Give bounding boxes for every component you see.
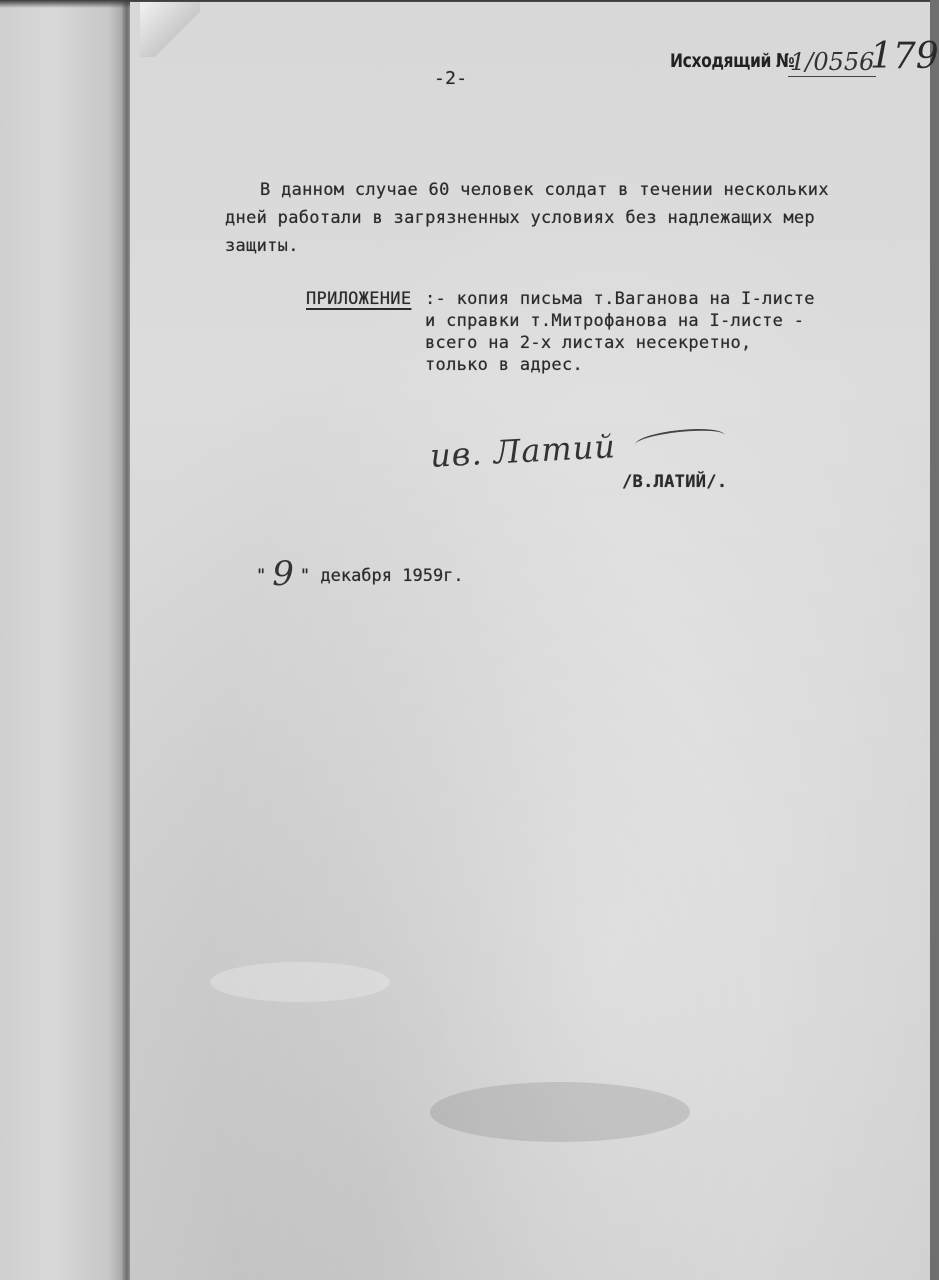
appendix-line: и справки т.Митрофанова на I-листе - — [425, 311, 805, 331]
paragraph-line: защиты. — [225, 236, 299, 256]
paragraph-line: дней работали в загрязненных условиях без надлежащих мер — [225, 208, 815, 228]
outgoing-reference — [670, 48, 875, 76]
paper-stain — [210, 962, 390, 1002]
signature-flourish — [634, 425, 726, 454]
date-open-quote: " — [256, 566, 267, 586]
adjacent-page-edge — [0, 0, 128, 1280]
document-page — [130, 2, 939, 1280]
page-number: -2- — [434, 68, 468, 89]
appendix-line: всего на 2-х листах несекретно, — [425, 333, 752, 353]
appendix-line: :- копия письма т.Ваганова на I-листе — [425, 289, 815, 309]
document-date — [256, 554, 464, 594]
folded-corner — [140, 2, 200, 57]
appendix-label: ПРИЛОЖЕНИЕ — [306, 289, 412, 309]
date-day: 9 — [272, 554, 294, 594]
sheet-number: 179 — [870, 36, 939, 77]
handwritten-signature: ив. Латий — [429, 427, 617, 475]
outgoing-number: 1/0556 — [790, 48, 875, 76]
signatory-name: /В.ЛАТИЙ/. — [622, 472, 728, 492]
outgoing-label: Исходящий № — [670, 50, 795, 72]
paper-stain — [430, 1082, 690, 1142]
paragraph-line: В данном случае 60 человек солдат в течении нескольких — [260, 180, 829, 200]
date-month-year: " декабря 1959г. — [299, 566, 464, 586]
appendix-line: только в адрес. — [425, 355, 584, 375]
